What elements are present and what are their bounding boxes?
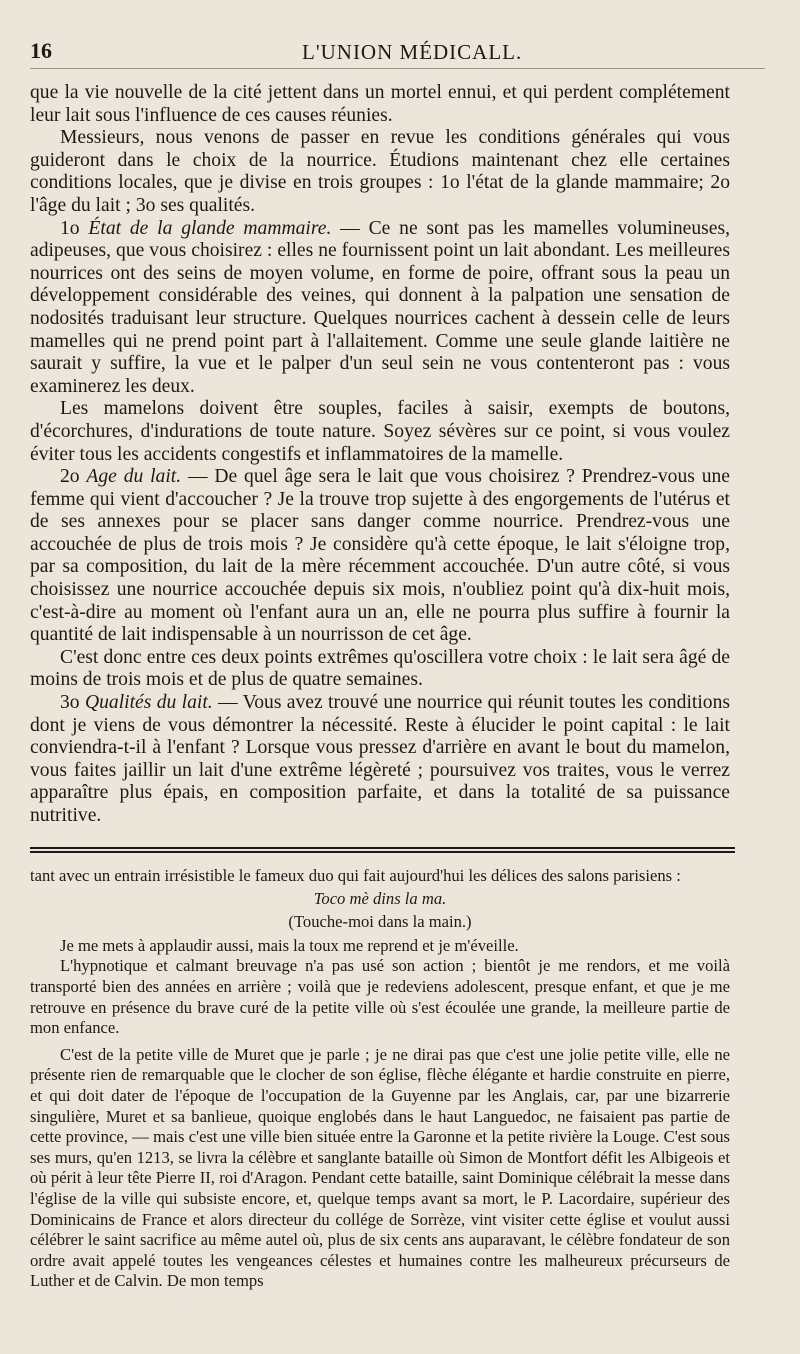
song-quote-translation: (Touche-moi dans la main.) (288, 912, 472, 932)
feuilleton-paragraph: Je me mets à applaudir aussi, mais la toux me reprend et je m'éveille. (60, 935, 519, 955)
paragraph-nipples: Les mamelons doivent être souples, faciles à saisir, exempts de boutons, d'écorchures, d'indurations de toute nature. Soyez sévères sur ce point, si vous voulez éviter tous les accidents congestifs et inflammatoires de la mamelle. (30, 398, 730, 465)
section-heading: Age du lait. (86, 466, 182, 488)
section-heading: Qualités du lait. (84, 692, 213, 714)
feuilleton-paragraph: C'est de la petite ville de Muret que je parle ; je ne dirai pas que c'est une jolie petite ville, elle ne présente rien de remarquable que le clocher de son église, flèche élégante et hardie construite en pierre, et qui doit dater de l'époque de l'occupation de la Guyenne par les Anglais, car, par une bizarrerie singulière, Muret et sa banlieue, quoique englobés dans le haut Languedoc, ne faisaient pas partie de cette province, — mais c'est une ville bien située entre la Garonne et la petite rivière la Louge. C'est sous ses murs, qu'en 1213, se livra la célèbre et sanglante bataille où Simon de Montfort défit les Albigeois et où périt à leur tête Pierre II, roi d'Aragon. Pendant cette bataille, saint Dominique célébrait la messe dans l'église de la ville qui subsiste encore, et, quelque temps avant sa mort, le P. Lacordaire, supérieur des Dominicains de France et alors directeur du collége de Sorrèze, vint visiter cette église et voulut aussi célébrer le saint sacrifice au même autel où, plus de six cents ans auparavant, le célèbre fondateur de son ordre avait appelé toutes les vengeances célestes et humaines contre les malheureux précurseurs de Luther et de Calvin. De mon temps (30, 1044, 730, 1291)
main-article (30, 82, 730, 828)
feuilleton-section (30, 866, 730, 1292)
section-gland-state (30, 218, 730, 399)
paragraph-choice: C'est donc entre ces deux points extrêmes qu'oscillera votre choix : le lait sera âgé de moins de trois mois et de plus de quatre semaines. (30, 646, 730, 691)
section-text: — De quel âge sera le lait que vous choisirez ? Prendrez-vous une femme qui vient d'accoucher ? Je la trouve trop sujette à des engorgements de l'utérus et de ses annexes pour se placer sans danger comme nourrice. Prendrez-vous une accouchée de plus de trois mois ? Je considère qu'à cette époque, le lait s'éloigne trop, par sa composition, du lait de la mère récemment accouchée. D'un autre côté, si vous choisissez une nourrice accouchée depuis six mois, n'oubliez point qu'à dix-huit mois, c'est-à-dire au moment où l'enfant aura un an, elle ne pourra plus suffire à fournir la quantité de lait indispensable à un nourrisson de cet âge. (30, 466, 730, 646)
section-milk-age (30, 466, 730, 647)
feuilleton-paragraph: tant avec un entrain irrésistible le fameux duo qui fait aujourd'hui les délices des salons parisiens : (30, 866, 681, 885)
section-heading: État de la glande mammaire. (88, 217, 332, 239)
paragraph-continuation: que la vie nouvelle de la cité jettent dans un mortel ennui, et qui perdent complétement leur lait sous l'influence de ces causes réunies. (30, 82, 730, 126)
paragraph-intro: Messieurs, nous venons de passer en revue les conditions générales qui vous guideront dans le choix de la nourrice. Étudions maintenant chez elle certaines conditions locales, que je divise en trois groupes : 1o l'état de la glande mammaire; 2o l'âge du lait ; 3o ses qualités. (30, 127, 730, 216)
page-number: 16 (30, 38, 52, 63)
song-quote: Toco mè dins la ma. (313, 888, 447, 908)
page-header (30, 38, 765, 69)
section-number: 2o (60, 466, 80, 488)
running-title: L'UNION MÉDICALL. (302, 40, 523, 64)
section-text: — Ce ne sont pas les mamelles volumineuses, adipeuses, que vous choisirez : elles ne fournissent point un lait abondant. Les meilleures nourrices ont des seins de moyen volume, en forme de poire, offrant sous la peau un développement considérable des veines, qui donnent à la palpation une sensation de nodosités traduisant leur structure. Quelques nourrices cachent à dessein celle de leurs mamelles qui ne prend point part à l'allaitement. Comme une seule glande laitière ne saurait y suffire, la vue et le palper d'un seul sein ne vous contenteront pas : vous examinerez les deux. (30, 217, 730, 397)
section-text: — Vous avez trouvé une nourrice qui réunit toutes les conditions dont je viens de vous démontrer la nécessité. Reste à élucider le point capital : le lait conviendra-t-il à l'enfant ? Lorsque vous pressez d'arrière en avant le bout du mamelon, vous faites jaillir un lait d'une extrême légèreté ; poursuivez vos traites, vous le verrez apparaître plus épais, en composition parfaite, et dans la totalité de sa puissance nutritive. (30, 692, 731, 826)
feuilleton-separator (30, 847, 735, 853)
section-number: 1o (60, 217, 80, 239)
feuilleton-paragraph: L'hypnotique et calmant breuvage n'a pas usé son action ; bientôt je me rendors, et me voilà transporté bien des années en arrière ; voilà que je redeviens adolescent, presque enfant, et que je me retrouve en présence du brave curé de la petite ville où s'est écoulée une grande, la meilleure partie de mon enfance. (30, 956, 730, 1038)
section-number: 3o (60, 692, 80, 714)
section-milk-qualities (30, 692, 730, 828)
